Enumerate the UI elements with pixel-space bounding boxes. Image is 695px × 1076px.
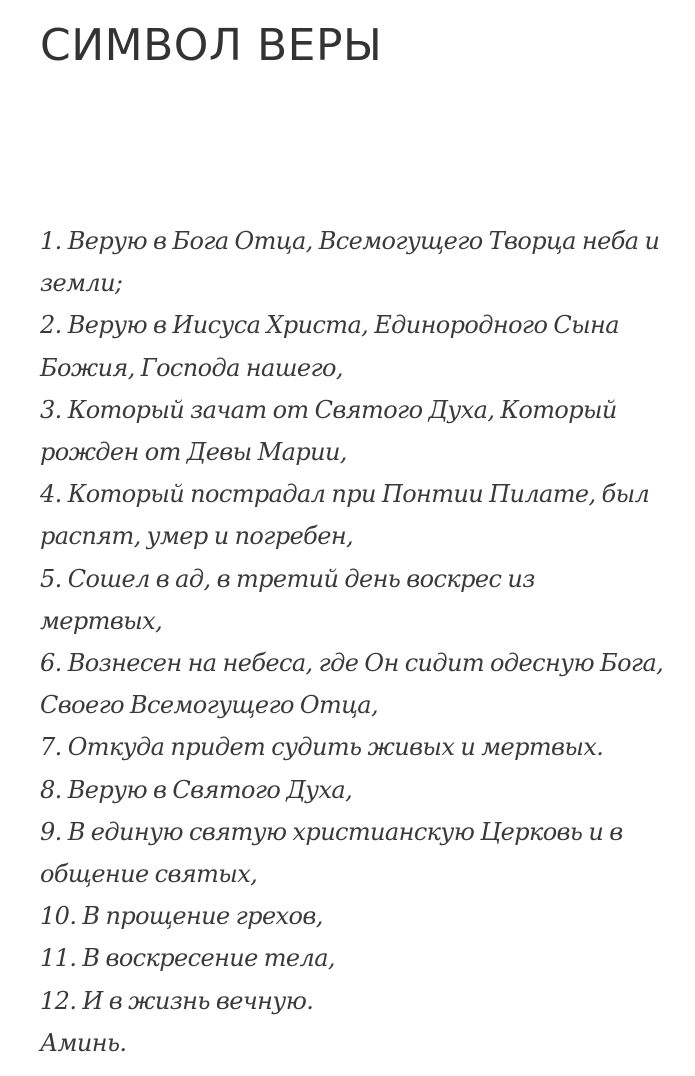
creed-line: 3. Который зачат от Святого Духа, Который <box>40 395 617 424</box>
creed-line: Аминь. <box>40 1028 127 1057</box>
creed-line: 4. Который пострадал при Понтии Пилате, был <box>40 480 650 509</box>
creed-line: 6. Вознесен на небеса, где Он сидит одесную Бога, <box>40 649 664 678</box>
creed-line: земли; <box>40 269 123 298</box>
creed-line: 1. Верую в Бога Отца, Всемогущего Творца неба и <box>40 227 660 255</box>
creed-line: общение святых, <box>40 860 258 889</box>
creed-line: Своего Всемогущего Отца, <box>40 691 379 720</box>
creed-line: 10. В прощение грехов, <box>40 902 323 931</box>
creed-line: распят, умер и погребен, <box>40 522 354 551</box>
creed-line: Божия, Господа нашего, <box>40 353 343 382</box>
creed-line: 12. И в жизнь вечную. <box>40 986 314 1015</box>
creed-line: мертвых, <box>40 606 163 635</box>
creed-line: 9. В единую святую христианскую Церковь и в <box>40 817 623 846</box>
creed-line: 2. Верую в Иисуса Христа, Единородного Сына <box>40 311 619 340</box>
creed-line: 11. В воскресение тела, <box>40 944 335 973</box>
creed-line: 5. Сошел в ад, в третий день воскрес из <box>40 564 535 593</box>
creed-line: 7. Откуда придет судить живых и мертвых. <box>40 733 604 762</box>
page-title: СИМВОЛ ВЕРЫ <box>40 20 383 71</box>
creed-text <box>40 220 680 1064</box>
creed-line: рожден от Девы Марии, <box>40 438 347 467</box>
creed-line: 8. Верую в Святого Духа, <box>40 775 353 804</box>
